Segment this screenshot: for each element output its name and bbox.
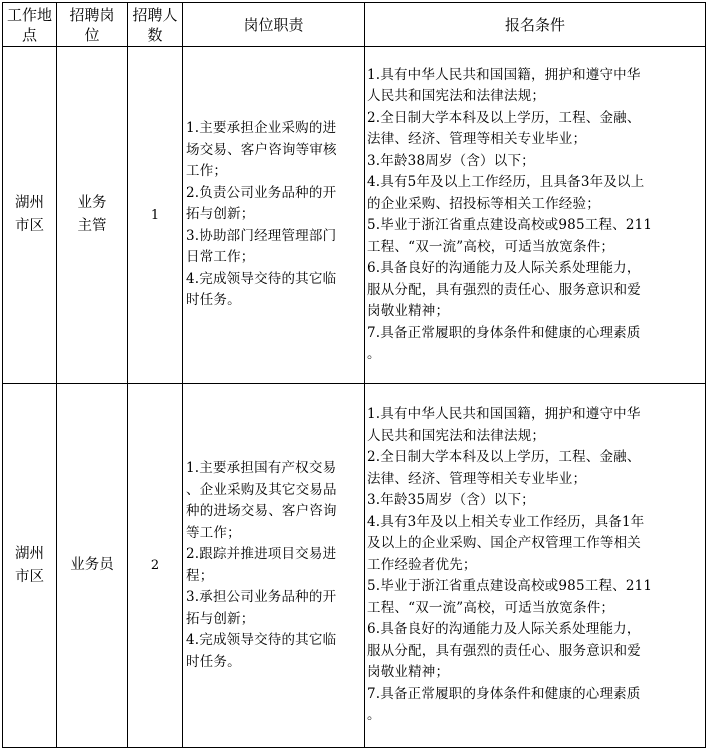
duty-line: 时任务。 (186, 653, 241, 670)
duty-line: 3.协助部门经理管理部门 (186, 227, 337, 244)
requirement-line: 3.年龄35周岁（含）以下； (367, 492, 535, 509)
requirements-cell (365, 384, 706, 748)
count-cell: 2 (128, 384, 183, 748)
requirement-line: 及以上的企业采购、国企产权管理工作等相关 (367, 535, 641, 552)
duty-line: 1.主要承担国有产权交易 (186, 460, 337, 476)
requirement-line: 法律、经济、管理等相关专业毕业； (367, 470, 587, 487)
position-cell (57, 47, 128, 384)
duty-line: 程； (186, 567, 214, 584)
requirement-line: 工作经验者优先； (367, 556, 477, 573)
requirement-line: 人民共和国宪法和法律法规； (367, 88, 546, 104)
requirement-line: 人民共和国宪法和法律法规； (367, 427, 546, 444)
duties-cell (183, 47, 365, 384)
requirement-line: 的企业采购、招投标等相关工作经验； (367, 195, 600, 212)
position-line: 业务 (77, 195, 107, 211)
duties-cell (183, 384, 365, 748)
requirement-line: 岗敬业精神； (367, 303, 450, 319)
duty-line: 3.承担公司业务品种的开 (186, 589, 337, 605)
requirement-line: 1.具有中华人民共和国国籍，拥护和遵守中华 (367, 406, 641, 423)
location-line: 湖州 (15, 545, 44, 562)
duty-line: 4.完成领导交待的其它临 (186, 270, 337, 287)
duty-line: 种的进场交易、客户咨询 (186, 503, 337, 519)
requirement-line: 7.具备正常履职的身体条件和健康的心理素质 (367, 685, 641, 702)
header-location-line: 点 (21, 25, 37, 44)
header-duties: 岗位职责 (183, 3, 365, 47)
requirement-line: 。 (367, 707, 381, 724)
requirement-line: 1.具有中华人民共和国国籍，拥护和遵守中华 (367, 66, 641, 83)
requirement-line: 。 (367, 346, 381, 362)
requirement-line: 工程、“双一流”高校，可适当放宽条件； (367, 599, 615, 616)
requirement-line: 6.具备良好的沟通能力及人际关系处理能力， (367, 260, 641, 276)
count-cell: 1 (128, 47, 183, 384)
header-location-line: 工作地 (6, 5, 52, 24)
requirement-line: 5.毕业于浙江省重点建设高校或985工程、211 (367, 578, 653, 595)
header-location (3, 3, 57, 47)
location-cell (3, 47, 57, 384)
position-cell: 业务员 (57, 384, 128, 748)
requirement-line: 服从分配，具有强烈的责任心、服务意识和爱 (367, 642, 641, 659)
header-position-line: 位 (84, 25, 100, 44)
location-cell (3, 384, 57, 748)
table-row (3, 47, 706, 384)
duty-line: 、企业采购及其它交易品 (186, 481, 337, 498)
requirement-line: 2.全日制大学本科及以上学历，工程、金融、 (367, 449, 641, 466)
requirement-line: 岗敬业精神； (367, 664, 450, 681)
requirement-line: 5.毕业于浙江省重点建设高校或985工程、211 (367, 217, 653, 233)
requirement-line: 6.具备良好的沟通能力及人际关系处理能力， (367, 621, 641, 638)
header-requirements: 报名条件 (365, 3, 706, 47)
header-count-line: 招聘人 (132, 5, 178, 24)
requirement-line: 2.全日制大学本科及以上学历，工程、金融、 (367, 109, 641, 126)
header-count (128, 3, 183, 47)
requirement-line: 服从分配，具有强烈的责任心、服务意识和爱 (367, 281, 641, 298)
header-position-line: 招聘岗 (69, 5, 115, 24)
duty-line: 拓与创新； (186, 610, 255, 627)
requirement-line: 工程、“双一流”高校，可适当放宽条件； (367, 238, 615, 255)
duty-line: 时任务。 (186, 292, 241, 309)
duty-line: 2.跟踪并推进项目交易进 (186, 546, 337, 562)
table-row (3, 384, 706, 748)
position-line: 主管 (77, 218, 107, 234)
requirement-line: 4.具有5年及以上工作经历，且具备3年及以上 (367, 174, 645, 190)
duty-line: 日常工作； (186, 249, 255, 266)
header-count-line: 数 (147, 25, 163, 44)
requirement-line: 法律、经济、管理等相关专业毕业； (367, 131, 587, 147)
header-position (57, 3, 128, 47)
duty-line: 拓与创新； (186, 206, 255, 223)
location-line: 湖州 (15, 195, 44, 211)
requirement-line: 7.具备正常履职的身体条件和健康的心理素质 (367, 324, 641, 341)
header-row (3, 3, 706, 47)
recruitment-table (2, 2, 706, 748)
location-line: 市区 (15, 568, 44, 585)
duty-line: 2.负责公司业务品种的开 (186, 184, 337, 201)
location-line: 市区 (15, 218, 44, 234)
duty-line: 1.主要承担企业采购的进 (186, 120, 337, 137)
duty-line: 等工作； (186, 524, 241, 541)
requirements-cell (365, 47, 706, 384)
requirement-line: 3.年龄38周岁（含）以下； (367, 152, 535, 169)
requirement-line: 4.具有3年及以上相关专业工作经历，具备1年 (367, 513, 645, 530)
duty-line: 工作； (186, 163, 228, 180)
duty-line: 场交易、客户咨询等审核 (186, 141, 337, 158)
duty-line: 4.完成领导交待的其它临 (186, 632, 337, 648)
